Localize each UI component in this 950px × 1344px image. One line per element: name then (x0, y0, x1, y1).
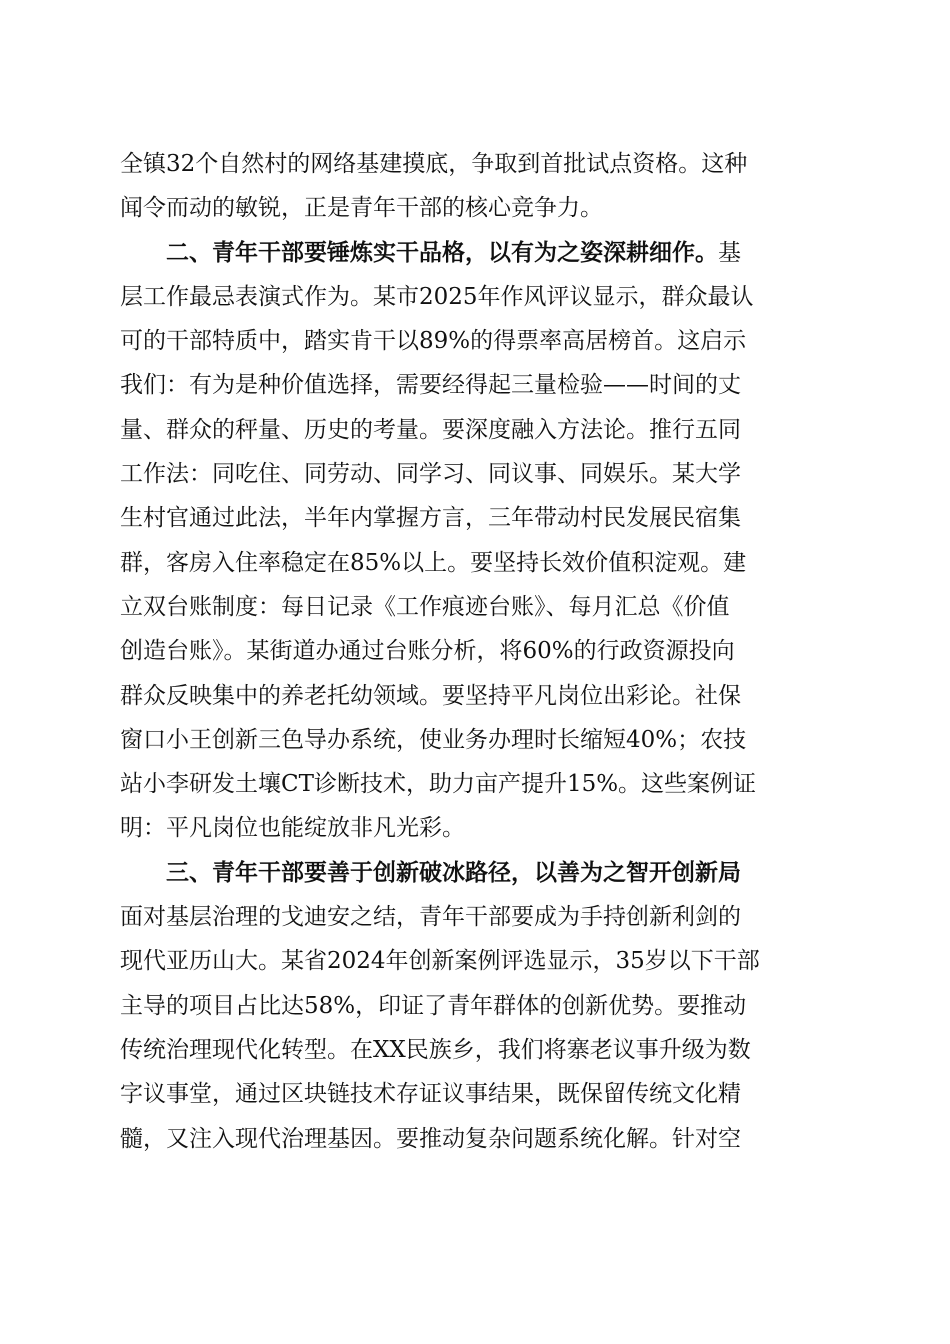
section-3-heading-line (120, 851, 826, 895)
section-3-heading: 三、青年干部要善于创新破冰路径，以善为之智开创新局 (166, 859, 741, 886)
text-line: 明：平凡岗位也能绽放非凡光彩。 (120, 815, 465, 842)
text-line: 主导的项目占比达58%，印证了青年群体的创新优势。要推动 (120, 992, 747, 1019)
text-line: 群众反映集中的养老托幼领域。要坚持平凡岗位出彩论。社保 (120, 682, 741, 709)
text-line: 层工作最忌表演式作为。某市2025年作风评议显示，群众最认 (120, 283, 754, 310)
section-2-heading: 二、青年干部要锤炼实干品格，以有为之姿深耕细作。 (166, 239, 718, 266)
text-line: 工作法：同吃住、同劳动、同学习、同议事、同娱乐。某大学 (120, 461, 741, 488)
text-line: 字议事堂，通过区块链技术存证议事结果，既保留传统文化精 (120, 1081, 741, 1108)
text-line: 全镇32个自然村的网络基建摸底，争取到首批试点资格。这种 (120, 151, 748, 177)
section-2-heading-line (120, 231, 826, 275)
text-line: 立双台账制度：每日记录《工作痕迹台账》、每月汇总《价值 (120, 593, 730, 620)
document-body (120, 142, 826, 1161)
text-line: 量、群众的秤量、历史的考量。要深度融入方法论。推行五同 (120, 416, 741, 443)
text-line: 面对基层治理的戈迪安之结，青年干部要成为手持创新利剑的 (120, 904, 741, 931)
text-line: 我们：有为是种价值选择，需要经得起三量检验——时间的丈 (120, 372, 741, 399)
section-2-heading-tail: 基 (718, 239, 741, 266)
text-line: 站小李研发土壤CT诊断技术，助力亩产提升15%。这些案例证 (120, 771, 757, 798)
text-line: 现代亚历山大。某省2024年创新案例评选显示，35岁以下干部 (120, 948, 760, 975)
text-line: 可的干部特质中，踏实肯干以89%的得票率高居榜首。这启示 (120, 328, 747, 355)
text-line: 传统治理现代化转型。在XX民族乡，我们将寨老议事升级为数 (120, 1036, 751, 1063)
text-line: 髓，又注入现代治理基因。要推动复杂问题系统化解。针对空 (120, 1125, 741, 1152)
text-line: 创造台账》。某街道办通过台账分析，将60%的行政资源投向 (120, 638, 735, 665)
text-line: 群，客房入住率稳定在85%以上。要坚持长效价值积淀观。建 (120, 549, 747, 576)
text-line: 闻令而动的敏锐，正是青年干部的核心竞争力。 (120, 195, 603, 222)
text-line: 窗口小王创新三色导办系统，使业务办理时长缩短40%；农技 (120, 726, 747, 753)
text-line: 生村官通过此法，半年内掌握方言，三年带动村民发展民宿集 (120, 505, 741, 532)
